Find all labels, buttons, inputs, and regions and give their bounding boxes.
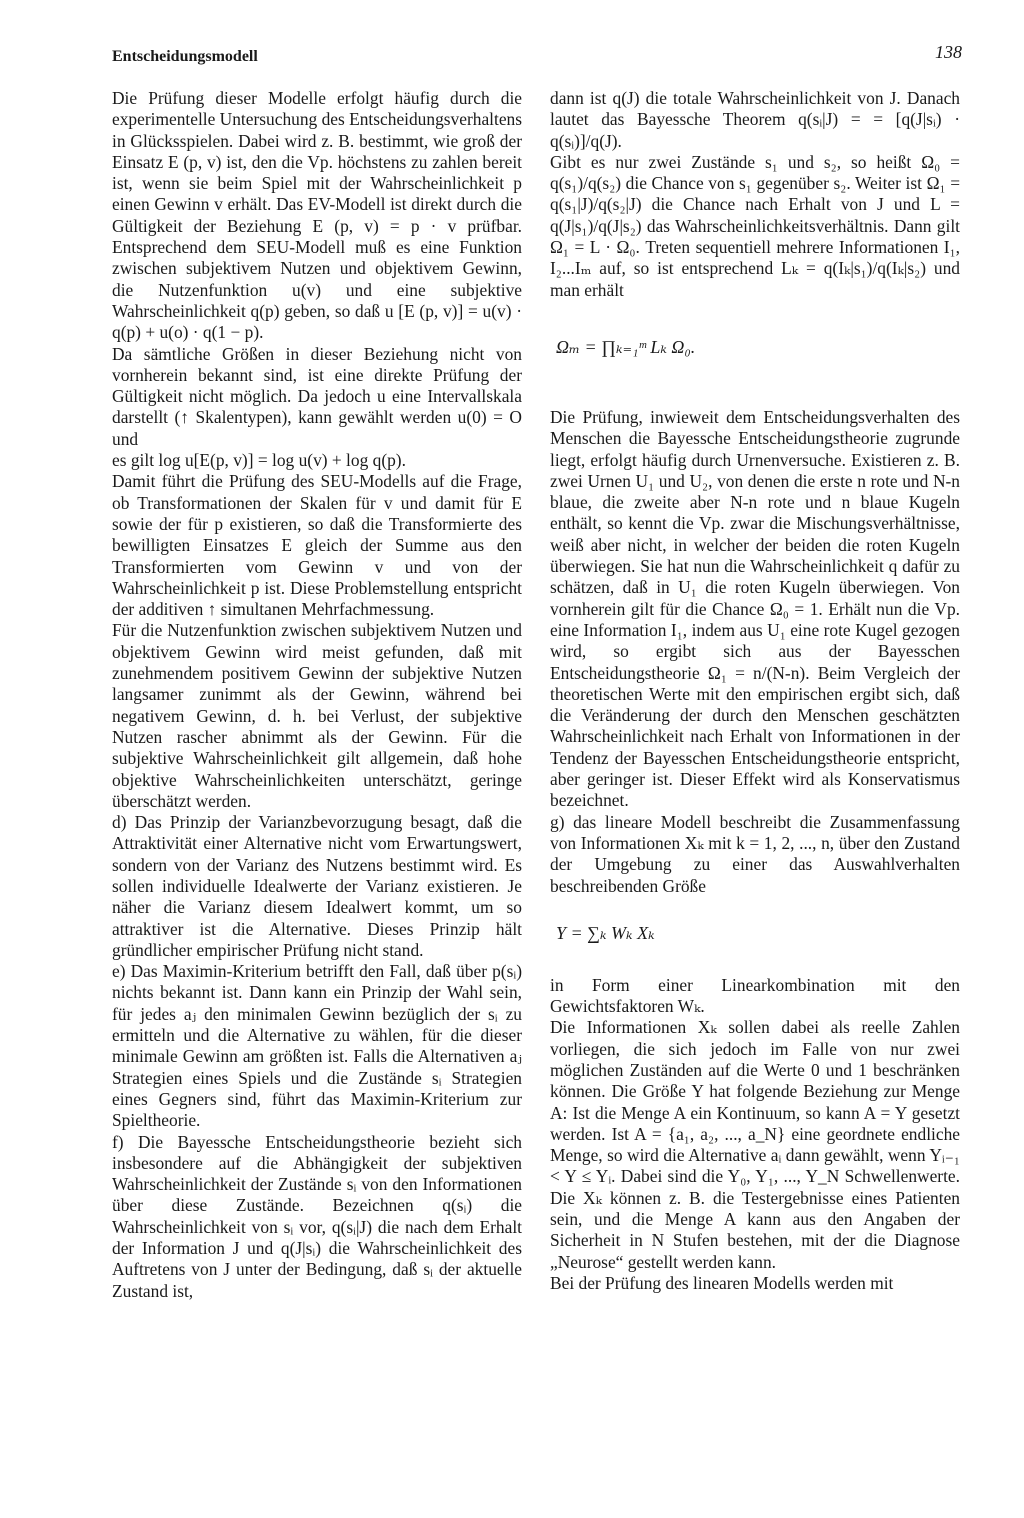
left-column xyxy=(112,88,522,1302)
paragraph: f) Die Bayessche Entscheidungstheorie bezieht sich insbesondere auf die Abhängigkeit der subjektiven Wahrscheinlichkeit der Zustände sᵢ von den Informationen über diese Zustände. Bezeichnen q(sᵢ) die Wahrscheinlichkeit von sᵢ vor, q(sᵢ|J) die nach dem Erhalt der Information J und q(J|sᵢ) die Wahrscheinlichkeit des Auftretens von J unter der Bedingung, daß sᵢ der aktuelle Zustand ist, xyxy=(112,1131,522,1301)
paragraph: es gilt log u[E(p, v)] = log u(v) + log q(p). xyxy=(112,450,406,471)
paragraph: Damit führt die Prüfung des SEU-Modells auf die Frage, ob Transformationen der Skalen für v und damit für E sowie der für p existieren, so daß die Transformierte des bewilligten Einsatzes E gleich der Summe aus den Transformierten vom Gewinn v und von der Wahrscheinlichkeit p ist. Diese Problemstellung entspricht der additiven ↑ simultanen Mehrfachmessung. xyxy=(112,471,522,620)
paragraph: g) das lineare Modell beschreibt die Zusammenfassung von Informationen Xₖ mit k = 1, 2, ..., n, über den Zustand der Umgebung zu einer das Auswahlverhalten beschreibenden Größe xyxy=(550,811,960,896)
right-column xyxy=(550,88,960,1294)
formula-product: Ωₘ = ∏ₖ₌₁ᵐ Lₖ Ω₀. xyxy=(556,336,696,357)
paragraph: Bei der Prüfung des linearen Modells werden mit xyxy=(550,1272,894,1293)
paragraph: in Form einer Linearkombination mit den Gewichtsfaktoren Wₖ. xyxy=(550,974,960,1017)
formula-sum: Y = ∑ₖ Wₖ Xₖ xyxy=(556,922,655,943)
page-number: 138 xyxy=(935,42,962,62)
paragraph: Gibt es nur zwei Zustände s₁ und s₂, so heißt Ω₀ = q(s₁)/q(s₂) die Chance von s₁ gegenüber s₂. Weiter ist Ω₁ = q(s₁|J)/q(s₂|J) die Chance nach Erhalt von J und L = q(J|s₁)/q(J|s₂) das Wahrscheinlichkeitsverhältnis. Dann gilt Ω₁ = L · Ω₀. Treten sequentiell mehrere Informationen I₁, I₂...Iₘ auf, so ist entsprechend Lₖ = q(Iₖ|s₁)/q(Iₖ|s₂) und man erhält xyxy=(550,151,960,300)
paragraph: Die Prüfung dieser Modelle erfolgt häufig durch die experimentelle Untersuchung des Entscheidungsverhaltens in Glücksspielen. Dabei wird z. B. bestimmt, wie groß der Einsatz E (p, v) ist, den die Vp. höchstens zu zahlen bereit ist, wenn sie beim Spiel mit der Wahrscheinlichkeit p einen Gewinn v erhält. Das EV-Modell ist direkt durch die Gültigkeit der Beziehung E (p, v) = p · v prüfbar. Entsprechend dem SEU-Modell muß es eine Funktion zwischen subjektivem Nutzen und objektivem Gewinn, die Nutzenfunktion u(v) und eine subjektive Wahrscheinlichkeit q(p) geben, so daß u [E (p, v)] = u(v) · q(p) + u(o) · q(1 − p). xyxy=(112,88,523,343)
paragraph: Für die Nutzenfunktion zwischen subjektivem Nutzen und objektivem Gewinn wird meist gefunden, daß mit zunehmendem positivem Gewinn der subjektive Nutzen langsamer zunimmt als der Gewinn, während bei negativem Gewinn, d. h. bei Verlust, der subjektive Nutzen rascher abnimmt als der Gewinn. Für die subjektive Wahrscheinlichkeit gilt allgemein, daß hohe objektive Wahrscheinlichkeiten unterschätzt, geringe überschätzt werden. xyxy=(112,620,522,811)
paragraph: Die Informationen Xₖ sollen dabei als reelle Zahlen vorliegen, die sich jedoch im Falle von nur zwei möglichen Zuständen auf die Werte 0 und 1 beschränken können. Die Größe Y hat folgende Beziehung zur Menge A: Ist die Menge A ein Kontinuum, so kann A = Y gesetzt werden. Ist A = {a₁, a₂, ..., a_N} eine geordnete endliche Menge, so wird die Alternative aᵢ dann gewählt, wenn Yᵢ₋₁ < Y ≤ Yᵢ. Dabei sind die Y₀, Y₁, ..., Y_N Schwellenwerte. Die Xₖ können z. B. die Testergebnisse eines Patienten sein, und die Menge A kann aus den Angaben der Sicherheit in N Stufen bestehen, mit der die Diagnose „Neurose“ gestellt werden kann. xyxy=(550,1017,960,1272)
paragraph: e) Das Maximin-Kriterium betrifft den Fall, daß über p(sᵢ) nichts bekannt ist. Dann kann ein Prinzip der Wahl sein, für jedes aⱼ den minimalen Gewinn bezüglich der sᵢ zu ermitteln und die Alternative zu wählen, für die dieser minimale Gewinn am größten ist. Falls die Alternativen aⱼ Strategien eines Spiels und die Zustände sᵢ Strategien eines Gegners sind, führt das Maximin-Kriterium zur Spieltheorie. xyxy=(112,961,522,1131)
paragraph: dann ist q(J) die totale Wahrscheinlichkeit von J. Danach lautet das Bayessche Theorem q(sᵢ|J) = = [q(J|sᵢ) · q(sᵢ)]/q(J). xyxy=(550,88,960,151)
paragraph: d) Das Prinzip der Varianzbevorzugung besagt, daß die Attraktivität einer Alternative nicht vom Erwartungswert, sondern von der Varianz des Nutzens bestimmt wird. Es sollen individuelle Idealwerte der Varianz existieren. Je näher die Varianz diesem Idealwert kommt, um so attraktiver ist die Alternative. Dieses Prinzip hält gründlicher empirischer Prüfung nicht stand. xyxy=(112,812,522,960)
paragraph: Die Prüfung, inwieweit dem Entscheidungsverhalten des Menschen die Bayessche Entscheidungstheorie zugrunde liegt, erfolgt häufig durch Urnenversuche. Existieren z. B. zwei Urnen U₁ und U₂, von denen die erste n rote und N-n blaue, die zweite aber N-n rote und n blaue Kugeln enthält, so kennt die Vp. zwar die Mischungsverhältnisse, weiß aber nicht, in welcher der beiden die roten Kugeln überwiegen. Sie hat nun die Wahrscheinlichkeit q dafür zu schätzen, daß in U₁ die roten Kugeln überwiegen. Von vornherein gilt für die Chance Ω₀ = 1. Erhält nun die Vp. eine Information I₁, indem aus U₁ eine rote Kugel gezogen wird, so ergibt sich aus der Bayesschen Entscheidungstheorie Ω₁ = n/(N-n). Beim Vergleich der theoretischen Werte mit den empirischen ergibt sich, daß die Veränderung der durch den Menschen geschätzten Wahrscheinlichkeit nach Erhalt von Informationen in der Tendenz der Bayesschen Entscheidungstheorie entspricht, aber geringer ist. Dieser Effekt wird als Konservatismus bezeichnet. xyxy=(550,406,960,811)
section-title: Entscheidungsmodell xyxy=(112,48,258,65)
paragraph: Da sämtliche Größen in dieser Beziehung nicht von vornherein bekannt sind, ist eine direkte Prüfung der Gültigkeit nicht möglich. Da jedoch u eine Intervallskala darstellt (↑ Skalentypen), kann gewählt werden u(0) = O und xyxy=(112,343,522,449)
